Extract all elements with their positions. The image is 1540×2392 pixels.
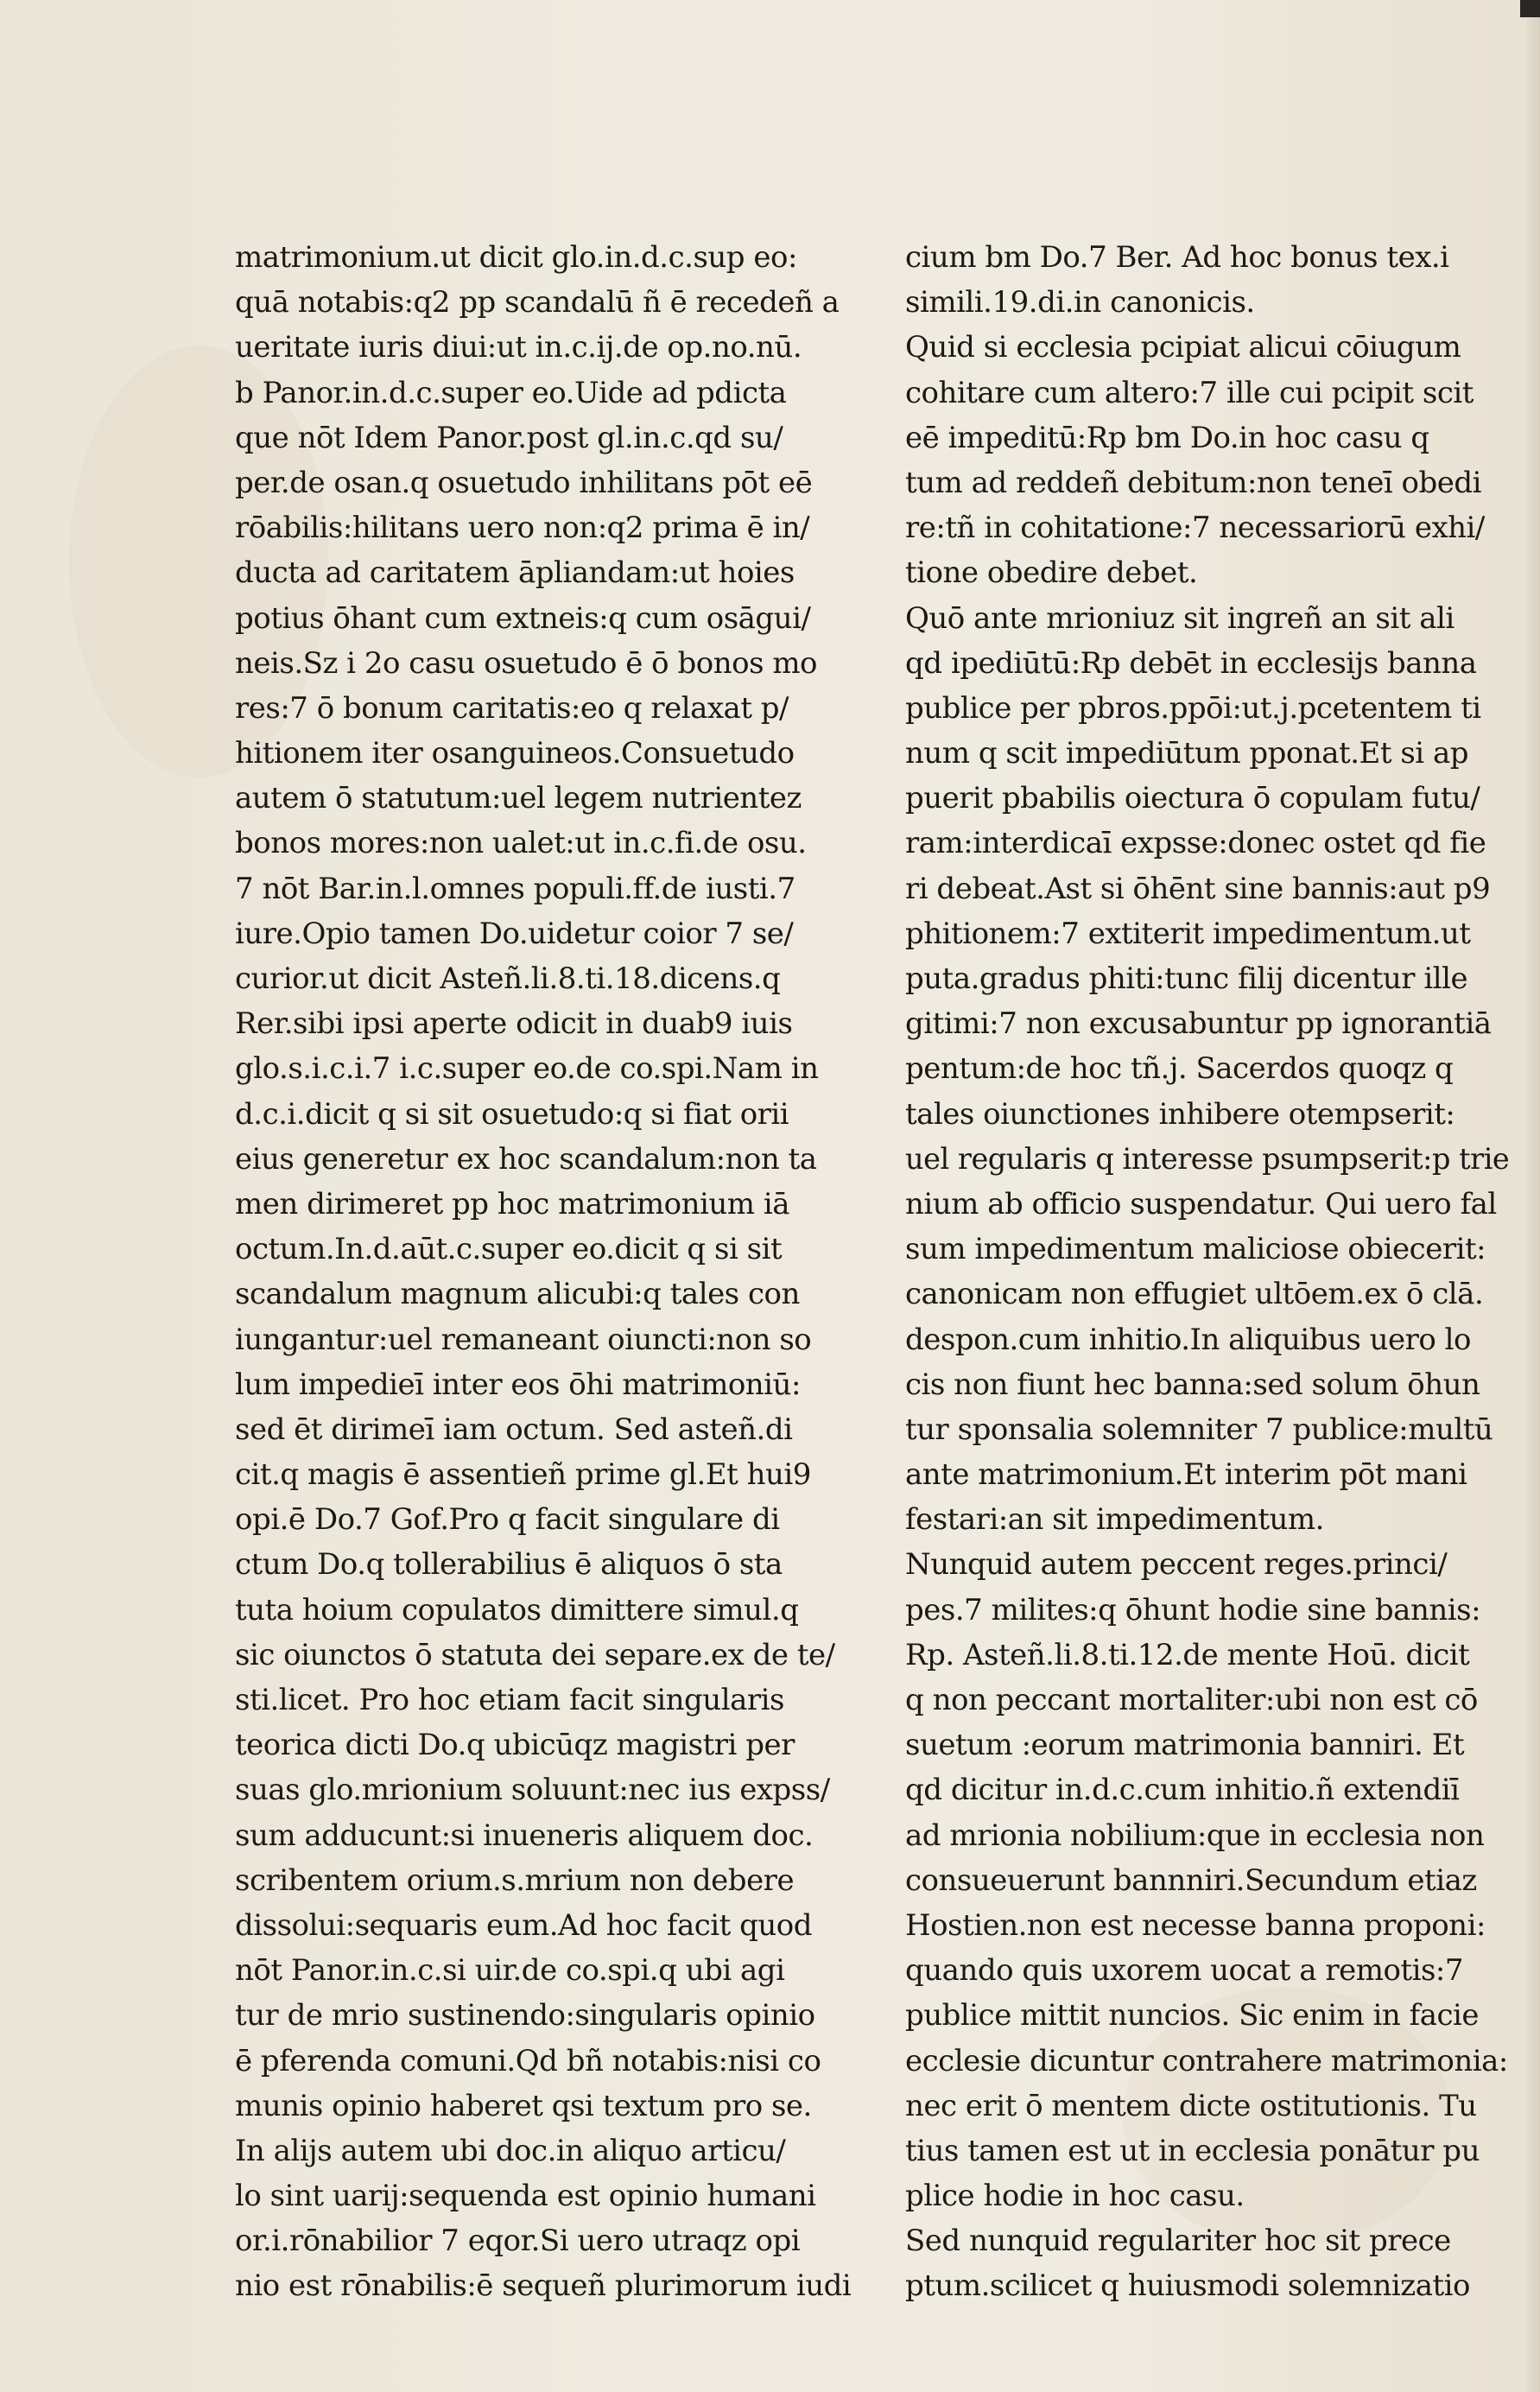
text-line: sum adducunt:si inueneris aliquem doc.: [235, 1818, 814, 1853]
right-text-column: [905, 235, 1510, 2304]
text-line: ctum Do.q tollerabilius ē aliquos ō sta: [235, 1547, 783, 1583]
text-line: puerit pbabilis oiectura ō copulam futu/: [905, 781, 1480, 816]
text-line: munis opinio haberet qsi textum pro se.: [235, 2088, 812, 2123]
text-line: cohitare cum altero:7 ille cui pcipit scit: [905, 375, 1473, 410]
text-line: tales oiunctiones inhibere otempserit:: [905, 1096, 1455, 1132]
text-line: Hostien.non est necesse banna proponi:: [905, 1907, 1486, 1943]
text-line: quando quis uxorem uocat a remotis:7: [905, 1953, 1464, 1989]
text-line: matrimonium.ut dicit glo.in.d.c.sup eo:: [235, 240, 797, 275]
text-line: consueuerunt bannniri.Secundum etiaz: [905, 1862, 1477, 1898]
text-line: publice per pbros.ppōi:ut.j.pcetentem ti: [905, 690, 1481, 726]
text-line: tum ad reddeñ debitum:non teneī obedi: [905, 465, 1482, 500]
text-line: tur de mrio sustinendo:singularis opinio: [235, 1998, 815, 2034]
text-line: ante matrimonium.Et interim pōt mani: [905, 1457, 1467, 1493]
scan-edge-shadow: [1520, 0, 1540, 17]
page-edge: [1527, 17, 1540, 2392]
text-line: Rer.sibi ipsi aperte odicit in duab9 iuis: [235, 1006, 793, 1042]
text-line: cit.q magis ē assentieñ prime gl.Et hui9: [235, 1457, 811, 1493]
text-line: q non peccant mortaliter:ubi non est cō: [905, 1683, 1478, 1717]
text-line: plice hodie in hoc casu.: [905, 2179, 1245, 2214]
text-line: sum impedimentum maliciose obiecerit:: [905, 1232, 1486, 1267]
text-line: 7 nōt Bar.in.l.omnes populi.ff.de iusti.7: [235, 871, 795, 906]
text-line: res:7 ō bonum caritatis:eo q relaxat p/: [235, 690, 789, 726]
text-line: potius ōhant cum extneis:q cum osāgui/: [235, 600, 811, 636]
text-line: men dirimeret pp hoc matrimonium iā: [235, 1186, 789, 1221]
text-line: cis non fiunt hec banna:sed solum ōhun: [905, 1367, 1480, 1402]
text-line: suas glo.mrionium soluunt:nec ius expss/: [235, 1773, 830, 1808]
text-line: ecclesie dicuntur contrahere matrimonia:: [905, 2043, 1508, 2078]
text-line: ptum.scilicet q huiusmodi solemnizatio: [905, 2268, 1470, 2304]
text-line: re:tñ in cohitatione:7 necessariorū exhi/: [905, 511, 1485, 546]
text-line: quā notabis:q2 pp scandalū ñ ē recedeñ a: [235, 285, 840, 320]
text-line: nec erit ō mentem dicte ostitutionis. Tu: [905, 2088, 1477, 2123]
text-line: Nunquid autem peccent reges.princi/: [905, 1547, 1448, 1583]
text-line: pentum:de hoc tñ.j. Sacerdos quoqz q: [905, 1051, 1454, 1087]
text-line: lum impedieī inter eos ōhi matrimoniū:: [235, 1367, 801, 1402]
text-line: iungantur:uel remaneant oiuncti:non so: [235, 1322, 812, 1357]
text-line: tius tamen est ut in ecclesia ponātur pu: [905, 2133, 1480, 2168]
text-line: puta.gradus phiti:tunc filij dicentur ille: [905, 961, 1468, 996]
text-line: neis.Sz i 2o casu osuetudo ē ō bonos mo: [235, 645, 818, 681]
text-line: phitionem:7 extiterit impedimentum.ut: [905, 916, 1471, 951]
text-line: per.de osan.q osuetudo inhilitans pōt eē: [235, 465, 813, 500]
text-line: rōabilis:hilitans uero non:q2 prima ē in/: [235, 511, 810, 546]
text-line: pes.7 milites:q ōhunt hodie sine bannis:: [905, 1592, 1481, 1627]
text-line: bonos mores:non ualet:ut in.c.fi.de osu.: [235, 826, 807, 861]
text-line: festari:an sit impedimentum.: [905, 1502, 1324, 1538]
text-line: uel regularis q interesse psumpserit:p trie: [905, 1141, 1510, 1177]
text-line: que nōt Idem Panor.post gl.in.c.qd su/: [235, 420, 783, 455]
text-line: ri debeat.Ast si ōhēnt sine bannis:aut p9: [905, 871, 1491, 906]
text-line: ueritate iuris diui:ut in.c.ij.de op.no.nū.: [235, 330, 802, 365]
text-line: tione obedire debet.: [905, 555, 1198, 591]
text-line: qd ipediūtū:Rp debēt in ecclesijs banna: [905, 645, 1477, 681]
text-line: glo.s.i.c.i.7 i.c.super eo.de co.spi.Nam in: [235, 1051, 819, 1087]
text-line: simili.19.di.in canonicis.: [905, 285, 1255, 320]
text-line: Sed nunquid regulariter hoc sit prece: [905, 2224, 1451, 2259]
text-line: lo sint uarij:sequenda est opinio humani: [235, 2179, 816, 2214]
text-line: sti.licet. Pro hoc etiam facit singularis: [235, 1683, 784, 1717]
text-line: ram:interdicaī expsse:donec ostet qd fie: [905, 826, 1486, 861]
text-line: teorica dicti Do.q ubicūqz magistri per: [235, 1728, 795, 1763]
text-line: ducta ad caritatem āpliandam:ut hoies: [235, 555, 795, 591]
text-line: Quō ante mrioniuz sit ingreñ an sit ali: [905, 600, 1454, 636]
text-line: Rp. Asteñ.li.8.ti.12.de mente Hoū. dicit: [905, 1637, 1470, 1672]
text-line: suetum :eorum matrimonia banniri. Et: [905, 1728, 1465, 1763]
text-line: tuta hoium copulatos dimittere simul.q: [235, 1592, 799, 1627]
text-line: eē impeditū:Rp bm Do.in hoc casu q: [905, 420, 1429, 455]
text-line: curior.ut dicit Asteñ.li.8.ti.18.dicens.q: [235, 961, 781, 996]
text-line: octum.In.d.aūt.c.super eo.dicit q si sit: [235, 1232, 783, 1267]
text-line: Quid si ecclesia pcipiat alicui cōiugum: [905, 330, 1461, 365]
text-line: despon.cum inhitio.In aliquibus uero lo: [905, 1322, 1472, 1357]
text-line: nio est rōnabilis:ē sequeñ plurimorum iudi: [235, 2268, 852, 2304]
text-line: nium ab officio suspendatur. Qui uero fal: [905, 1186, 1497, 1221]
text-line: ē pferenda comuni.Qd bñ notabis:nisi co: [235, 2043, 821, 2078]
text-line: In alijs autem ubi doc.in aliquo articu/: [235, 2133, 786, 2168]
text-line: iure.Opio tamen Do.uidetur coior 7 se/: [235, 916, 794, 951]
text-line: qd dicitur in.d.c.cum inhitio.ñ extendiī: [905, 1773, 1460, 1808]
text-line: opi.ē Do.7 Gof.Pro q facit singulare di: [235, 1502, 780, 1538]
text-line: hitionem iter osanguineos.Consuetudo: [235, 736, 795, 771]
text-line: sed ēt dirimeī iam octum. Sed asteñ.di: [235, 1412, 793, 1447]
text-line: ad mrionia nobilium:que in ecclesia non: [905, 1818, 1485, 1853]
text-line: nōt Panor.in.c.si uir.de co.spi.q ubi agi: [235, 1953, 785, 1989]
text-line: scribentem orium.s.mrium non debere: [235, 1862, 795, 1898]
text-line: or.i.rōnabilior 7 eqor.Si uero utraqz opi: [235, 2224, 801, 2259]
text-line: publice mittit nuncios. Sic enim in facie: [905, 1998, 1479, 2034]
text-line: autem ō statutum:uel legem nutrientez: [235, 781, 802, 816]
text-line: b Panor.in.d.c.super eo.Uide ad pdicta: [235, 375, 787, 410]
text-line: scandalum magnum alicubi:q tales con: [235, 1277, 800, 1312]
text-line: sic oiunctos ō statuta dei separe.ex de te/: [235, 1637, 835, 1672]
text-line: gitimi:7 non excusabuntur pp ignorantiā: [905, 1006, 1492, 1042]
text-line: tur sponsalia solemniter 7 publice:multū: [905, 1412, 1493, 1447]
text-line: canonicam non effugiet ultōem.ex ō clā.: [905, 1277, 1484, 1312]
text-line: dissolui:sequaris eum.Ad hoc facit quod: [235, 1907, 813, 1943]
left-text-column: [235, 235, 874, 2304]
text-line: eius generetur ex hoc scandalum:non ta: [235, 1141, 817, 1177]
text-line: num q scit impediūtum pponat.Et si ap: [905, 736, 1468, 771]
text-line: d.c.i.dicit q si sit osuetudo:q si fiat orii: [235, 1096, 789, 1132]
text-line: cium bm Do.7 Ber. Ad hoc bonus tex.i: [905, 240, 1449, 275]
